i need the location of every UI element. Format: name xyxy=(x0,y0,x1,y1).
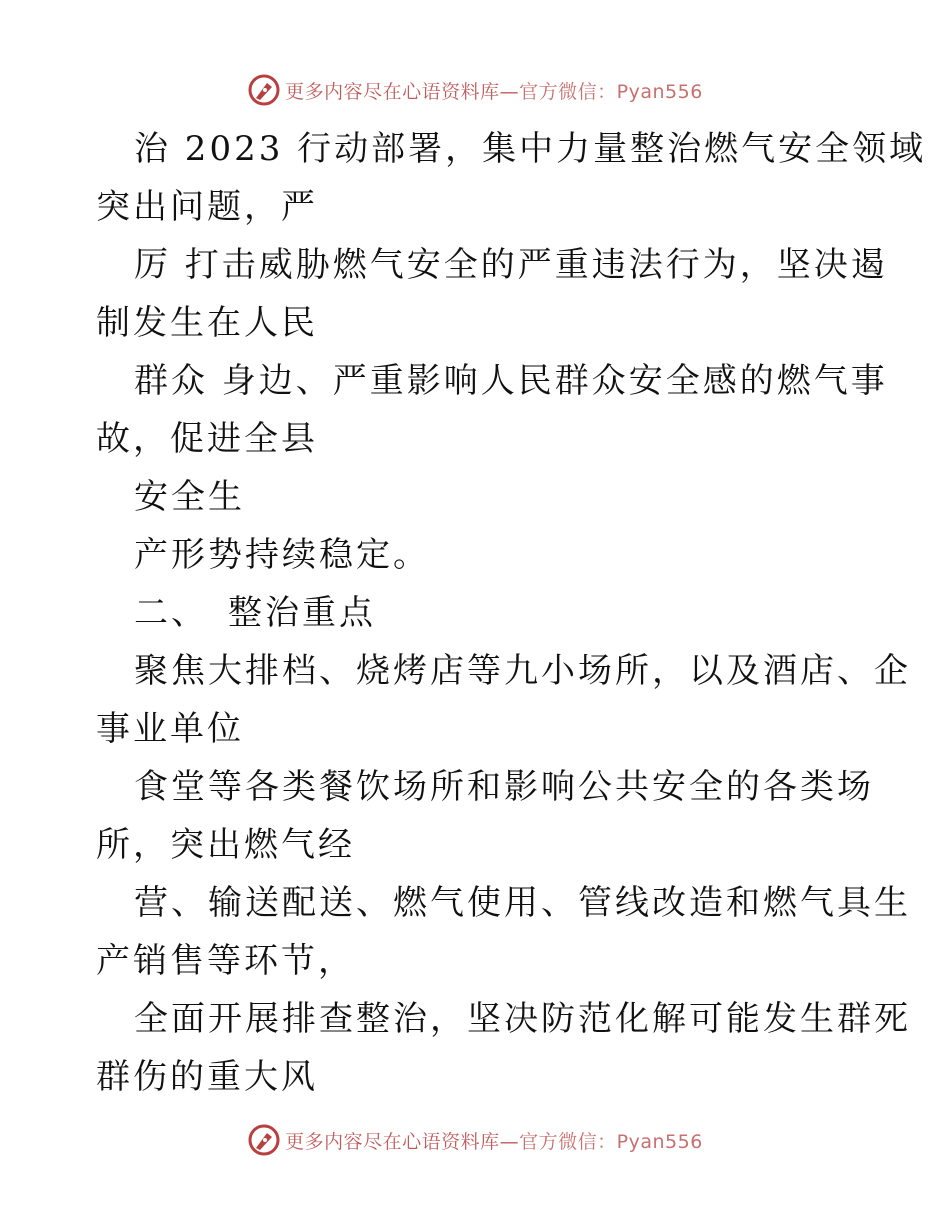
text-line: 所，突出燃气经 xyxy=(96,825,355,865)
text-line: 群众 身边、严重影响人民群众安全感的燃气事 xyxy=(134,361,888,401)
text-line: 治 2023 行动部署，集中力量整治燃气安全领域 xyxy=(134,129,927,169)
text-line: 群伤的重大风 xyxy=(96,1057,318,1097)
text-line: 产销售等环节， xyxy=(96,941,355,981)
pen-nib-circle-icon xyxy=(247,73,281,107)
text-line: 全面开展排查整治，坚决防范化解可能发生群死 xyxy=(134,999,911,1039)
text-line: 产形势持续稳定。 xyxy=(134,535,430,575)
text-line: 食堂等各类餐饮场所和影响公共安全的各类场 xyxy=(134,767,874,807)
text-line: 突出问题，严 xyxy=(96,187,318,227)
header-banner xyxy=(0,70,950,110)
text-line: 故，促进全县 xyxy=(96,419,318,459)
pen-nib-circle-icon xyxy=(247,1123,281,1157)
text-line: 营、输送配送、燃气使用、管线改造和燃气具生 xyxy=(134,883,911,923)
text-line: 制发生在人民 xyxy=(96,303,318,343)
document-body xyxy=(96,120,927,1106)
text-line: 厉 打击威胁燃气安全的严重违法行为，坚决遏 xyxy=(134,245,888,285)
footer-banner xyxy=(0,1120,950,1160)
banner-text: 更多内容尽在心语资料库—官方微信：Pyan556 xyxy=(285,1130,703,1153)
text-line: 聚焦大排档、烧烤店等九小场所，以及酒店、企 xyxy=(134,651,911,691)
text-line: 二、 整治重点 xyxy=(134,593,376,633)
text-line: 安全生 xyxy=(134,477,245,517)
banner-text: 更多内容尽在心语资料库—官方微信：Pyan556 xyxy=(285,80,703,103)
text-line: 事业单位 xyxy=(96,709,244,749)
